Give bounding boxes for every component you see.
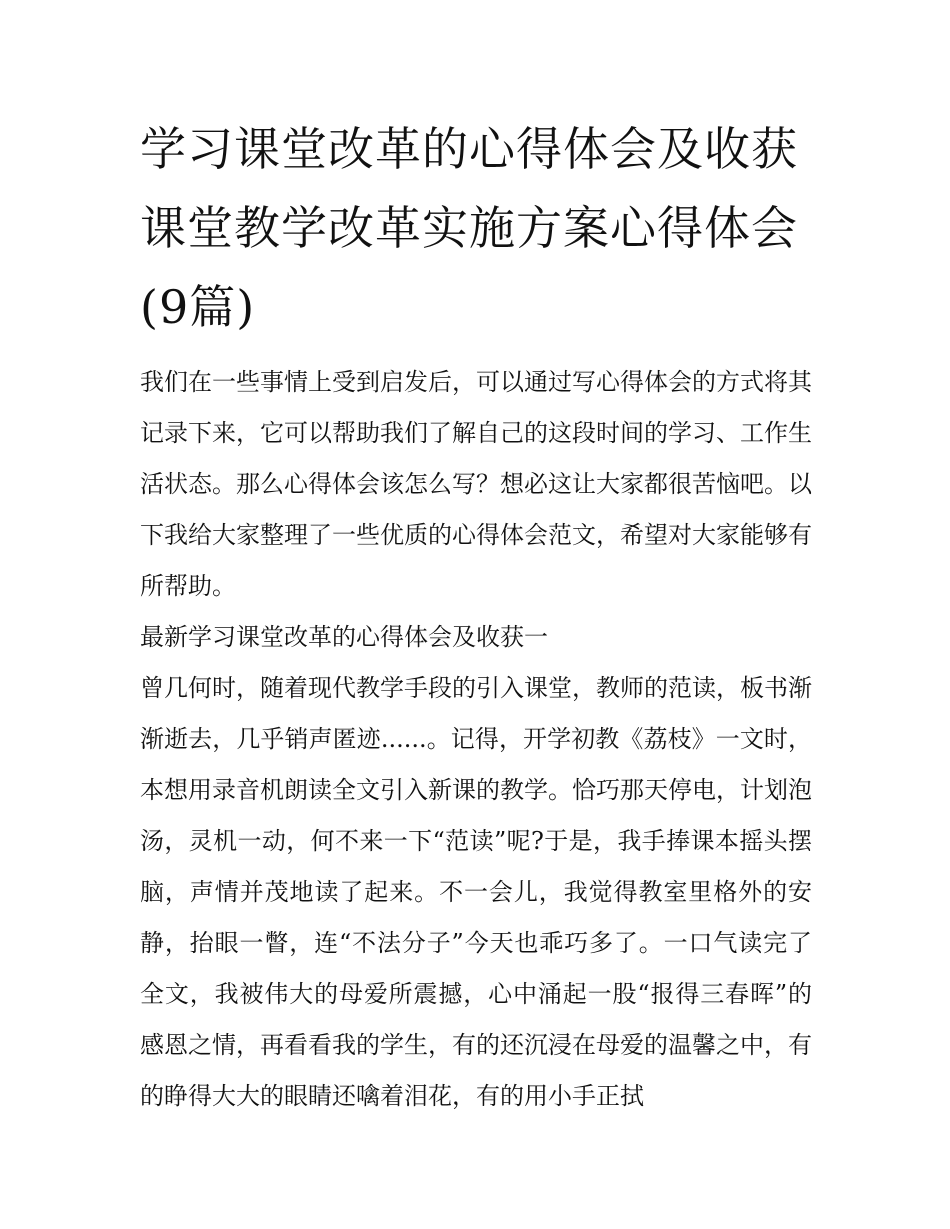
document-content [140, 110, 812, 1122]
body-paragraph: 曾几何时，随着现代教学手段的引入课堂，教师的范读，板书渐渐逝去，几乎销声匿迹......。记得，开学初教《荔枝》一文时，本想用录音机朗读全文引入新课的教学。恰巧那天停电，计划泡汤，灵机一动，何不来一下“范读”呢?于是，我手捧课本摇头摆脑，声情并茂地读了起来。不一会儿，我觉得教室里格外的安静，抬眼一瞥，连“不法分子”今天也乖巧多了。一口气读完了全文，我被伟大的母爱所震撼，心中涌起一股“报得三春晖”的感恩之情，再看看我的学生，有的还沉浸在母爱的温馨之中，有的睁得大大的眼睛还噙着泪花，有的用小手正拭 [140, 674, 812, 1110]
intro-paragraph: 我们在一些事情上受到启发后，可以通过写心得体会的方式将其记录下来，它可以帮助我们了解自己的这段时间的学习、工作生活状态。那么心得体会该怎么写？想必这让大家都很苦恼吧。以下我给大家整理了一些优质的心得体会范文，希望对大家能够有所帮助。 [140, 368, 812, 600]
section-heading: 最新学习课堂改革的心得体会及收获一 [140, 623, 548, 651]
document-title: 学习课堂改革的心得体会及收获 课堂教学改革实施方案心得体会(9篇) [140, 122, 798, 334]
